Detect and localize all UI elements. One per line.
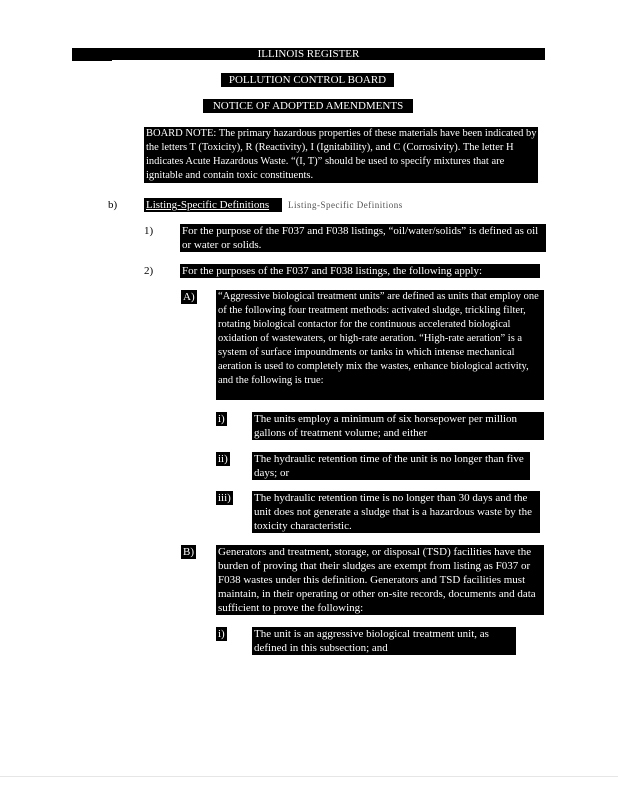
item-2A-ii-text: The hydraulic retention time of the unit is no longer than five days; or xyxy=(252,452,530,480)
item-1-label: 1) xyxy=(144,225,154,237)
item-2B-label: B) xyxy=(183,546,194,558)
item-1-text: For the purpose of the F037 and F038 listings, “oil/water/solids” is defined as oil or water or solids. xyxy=(180,224,546,252)
item-2B-i-label: i) xyxy=(218,628,225,640)
item-2A-i-label: i) xyxy=(218,413,225,425)
section-b-label: b) xyxy=(108,199,118,211)
item-2B-i-text: The unit is an aggressive biological treatment unit, as defined in this subsection; and xyxy=(252,627,516,655)
board-header: POLLUTION CONTROL BOARD xyxy=(221,73,394,87)
section-b-title: Listing-Specific Definitions xyxy=(144,198,282,212)
item-2A-text: “Aggressive biological treatment units” are defined as units that employ one of the following four treatment methods: activated sludge, trickling filter, rotating biological contactor for the continuous accelerated biological oxidation of wastewaters, or high-rate aeration. “High-rate aeration” is a system of surface impoundments or tanks in which intense mechanical aeration is used to completely mix the wastes, enhance biological activity, and the following is true: xyxy=(216,290,544,400)
item-2A-iii-label: iii) xyxy=(218,492,231,504)
register-header: ILLINOIS REGISTER xyxy=(72,48,545,60)
item-2-text: For the purposes of the F037 and F038 listings, the following apply: xyxy=(180,264,540,278)
page-bottom-rule xyxy=(0,776,618,777)
item-2A-label: A) xyxy=(183,291,195,303)
item-2B-text: Generators and treatment, storage, or disposal (TSD) facilities have the burden of proving that their sludges are exempt from listing as F037 or F038 wastes under this definition. Generators and TSD facilities must maintain, in their operating or other on-site records, documents and data sufficient to prove the following: xyxy=(216,545,544,615)
item-2A-ii-label: ii) xyxy=(218,453,228,465)
header-underline-stub xyxy=(72,60,112,61)
item-2A-i-text: The units employ a minimum of six horsepower per million gallons of treatment volume; and either xyxy=(252,412,544,440)
board-note: BOARD NOTE: The primary hazardous properties of these materials have been indicated by the letters T (Toxicity), R (Reactivity), I (Ignitability), and C (Corrosivity). The letter H indicates Acute Hazardous Waste. “(I, T)” should be used to specify mixtures that are ignitable and contain toxic constituents. xyxy=(146,128,537,181)
notice-header: NOTICE OF ADOPTED AMENDMENTS xyxy=(203,99,413,113)
item-2A-iii-text: The hydraulic retention time is no longer than 30 days and the unit does not generate a sludge that is a hazardous waste by the toxicity characteristic. xyxy=(252,491,540,533)
item-2-label: 2) xyxy=(144,265,154,277)
section-b-title-ghost: Listing-Specific Definitions xyxy=(288,200,403,210)
